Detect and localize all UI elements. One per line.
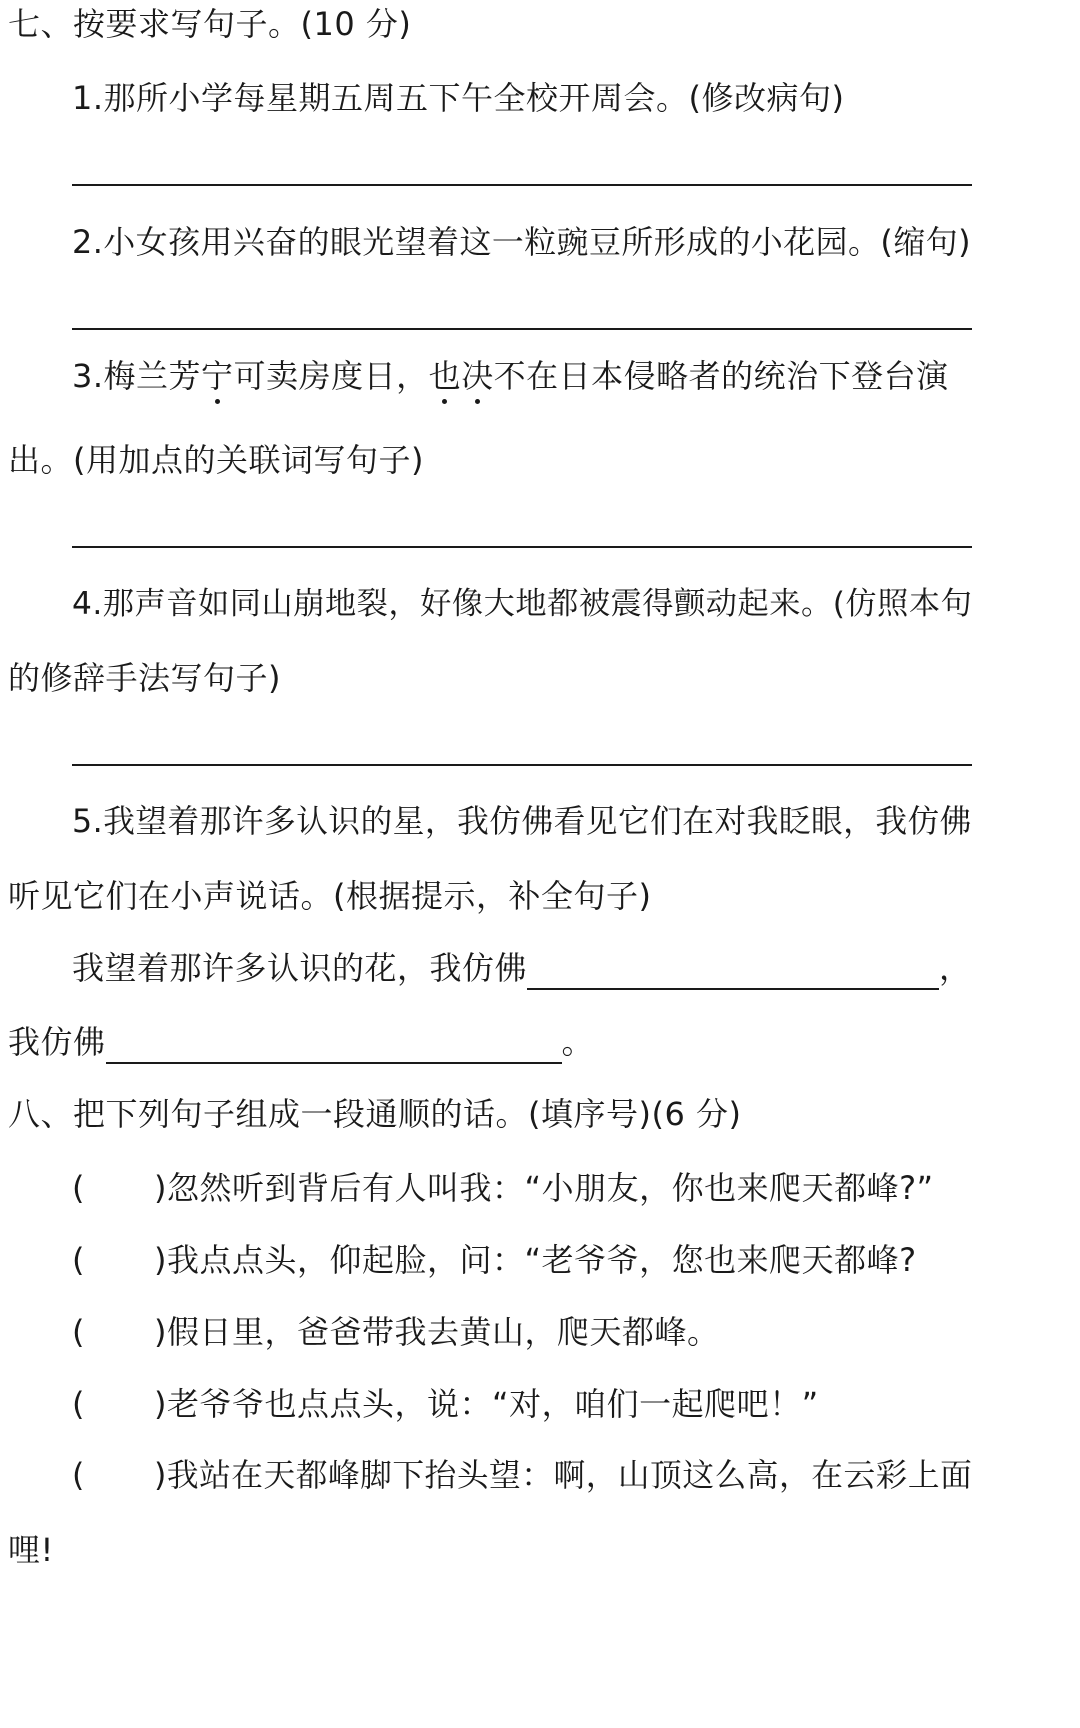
q3-line-1 [72,354,949,398]
q5-fill-line-1 [72,946,972,990]
q3-dotted-char-3: 决 [461,354,494,398]
order-blank-3[interactable]: ( [72,1313,85,1351]
q1-text: 1.那所小学每星期五周五下午全校开周会。(修改病句) [72,79,845,117]
q5-line-2: 听见它们在小声说话。(根据提示，补全句子) [8,877,652,915]
q3-answer-line[interactable] [72,546,972,548]
order-text-1: )忽然听到背后有人叫我：“小朋友，你也来爬天都峰?” [154,1169,934,1207]
q4-line-2: 的修辞手法写句子) [8,659,281,697]
order-blank-5[interactable]: ( [72,1458,85,1494]
section-8-title: 八、把下列句子组成一段通顺的话。(填序号)(6 分) [8,1095,742,1133]
order-text-3: )假日里，爸爸带我去黄山，爬天都峰。 [154,1313,720,1351]
order-item-3 [72,1310,720,1354]
q3-line-2: 出。(用加点的关联词写句子) [8,441,424,479]
order-item-2 [72,1238,917,1282]
q3-dotted-char-2: 也 [429,354,462,398]
q5-fill-period: 。 [561,1023,595,1061]
section-7-title: 七、按要求写句子。(10 分) [8,5,412,43]
q5-line-1: 5.我望着那许多认识的星，我仿佛看见它们在对我眨眼，我仿佛 [72,804,972,840]
order-item-1 [72,1166,934,1210]
order-text-2: )我点点头，仰起脸，问：“老爷爷，您也来爬天都峰? [154,1241,917,1279]
order-blank-2[interactable]: ( [72,1241,85,1279]
order-item-5 [72,1454,972,1498]
q2-text: 2.小女孩用兴奋的眼光望着这一粒豌豆所形成的小花园。(缩句) [72,223,972,261]
q2-answer-line[interactable] [72,328,972,330]
q4-answer-line[interactable] [72,764,972,766]
order-item-5-continued: 哩! [8,1531,54,1569]
order-blank-4[interactable]: ( [72,1385,85,1423]
q5-fill-prompt-1: 我望着那许多认识的花，我仿佛 [72,949,528,987]
q3-part-c: 不在日本侵略者的统治下登台演 [493,357,949,395]
q5-fill-prompt-2: 我仿佛 [8,1023,106,1061]
q5-fill-blank-1[interactable] [527,952,939,990]
order-item-4 [72,1382,819,1426]
order-blank-1[interactable]: ( [72,1169,85,1207]
order-text-5: )我站在天都峰脚下抬头望：啊，山顶这么高，在云彩上面 [154,1458,973,1494]
q1-answer-line[interactable] [72,184,972,186]
order-text-4: )老爷爷也点点头，说：“对，咱们一起爬吧！” [154,1385,819,1423]
q3-dotted-char-1: 宁 [201,354,234,398]
q4-line-1: 4.那声音如同山崩地裂，好像大地都被震得颤动起来。(仿照本句 [72,586,973,622]
q3-part-a: 3.梅兰芳 [72,357,202,395]
q5-fill-line-2 [8,1020,594,1064]
q3-part-b: 可卖房度日， [233,357,429,395]
q5-fill-comma: ， [939,949,972,987]
q5-fill-blank-2[interactable] [106,1026,562,1064]
